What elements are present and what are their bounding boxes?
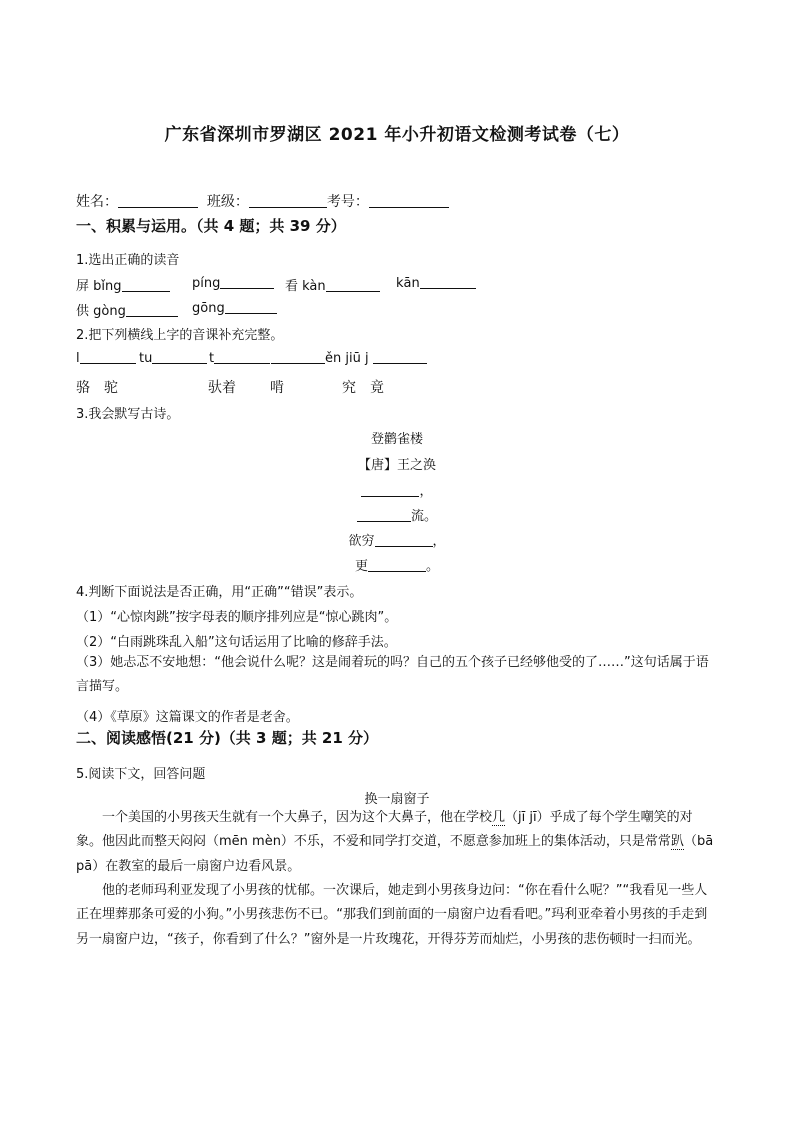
poem-line-3 bbox=[0, 530, 794, 549]
exam-number-label: 考号： bbox=[326, 194, 369, 210]
story-paragraph-2: 他的老师玛利亚发现了小男孩的忧郁。一次课后，她走到小男孩身边问：“你在看什么呢？”“我看见一些人正在埋葬那条可爱的小狗。”小男孩悲伤不已。“那我们到前面的一扇窗户边看看吧。”玛利亚牵着小男孩的手走到另一扇窗户边，“孩子，你看到了什么？”窗外是一片玫瑰花，开得芬芳而灿烂，小男孩的悲伤顿时一扫而光。 bbox=[76, 883, 708, 947]
paragraph-text: （bā pā）在教室的最后一扇窗户边看风景。 bbox=[76, 834, 714, 874]
poem-text: 更 bbox=[354, 559, 368, 574]
answer-blank[interactable] bbox=[214, 350, 270, 364]
q4-item-4: （4）《草原》这篇课文的作者是老舍。 bbox=[76, 710, 299, 725]
poem-line-2 bbox=[0, 505, 794, 524]
q1-option: 屏 bǐng bbox=[76, 279, 122, 294]
q1-row-1-col-2 bbox=[192, 275, 274, 291]
student-info-line bbox=[76, 191, 449, 211]
q2-pinyin-d bbox=[271, 350, 427, 366]
answer-blank[interactable] bbox=[373, 350, 427, 364]
q4-item-1: （1）“心惊肉跳”按字母表的顺序排列应是“惊心跳肉”。 bbox=[76, 610, 398, 625]
poem-author: 【唐】王之涣 bbox=[357, 458, 436, 473]
poem-text: 欲穷 bbox=[348, 534, 375, 549]
q2-word-3: 啃 bbox=[270, 380, 284, 396]
question-2-prompt: 2.把下列横线上字的音课补充完整。 bbox=[76, 328, 284, 343]
question-1-prompt: 1.选出正确的读音 bbox=[76, 253, 180, 268]
class-label: 班级： bbox=[206, 194, 249, 210]
q2-pinyin-c bbox=[209, 350, 270, 366]
class-field[interactable] bbox=[249, 193, 327, 208]
marked-char: 几 bbox=[492, 810, 506, 825]
q1-row-1-col-4 bbox=[396, 275, 476, 291]
section-1-heading: 一、积累与运用。（共 4 题；共 39 分） bbox=[76, 217, 346, 235]
marked-char: 趴 bbox=[670, 834, 684, 850]
pinyin-part: ěn jiū j bbox=[325, 351, 369, 366]
q4-item-2: （2）“白雨跳珠乱入船”这句话运用了比喻的修辞手法。 bbox=[76, 635, 397, 650]
poem-line-4 bbox=[0, 555, 794, 574]
poem-title: 登鹳雀楼 bbox=[370, 432, 423, 447]
name-label: 姓名： bbox=[76, 194, 118, 210]
q2-word-2: 驮着 bbox=[208, 380, 236, 396]
paragraph-text: 一个美国的小男孩天生就有一个大鼻子，因为这个大鼻子，他在学校 bbox=[102, 810, 493, 825]
exam-number-field[interactable] bbox=[369, 193, 449, 208]
answer-blank[interactable] bbox=[271, 350, 325, 364]
q2-word-1: 骆 驼 bbox=[76, 380, 118, 396]
answer-blank[interactable] bbox=[122, 278, 170, 292]
answer-blank[interactable] bbox=[225, 300, 277, 314]
q1-option: kān bbox=[396, 276, 420, 291]
pinyin-part: tu bbox=[139, 351, 153, 366]
story-title: 换一扇窗子 bbox=[364, 792, 430, 807]
q1-option: píng bbox=[192, 276, 221, 291]
q2-word-4: 究 竟 bbox=[342, 380, 384, 396]
q1-option: 看 kàn bbox=[285, 279, 326, 294]
q1-row-2-col-2 bbox=[192, 300, 277, 316]
answer-blank[interactable] bbox=[420, 275, 476, 289]
answer-blank[interactable] bbox=[326, 278, 380, 292]
poem-punct: ， bbox=[432, 534, 446, 549]
q1-row-2 bbox=[76, 300, 178, 319]
answer-blank[interactable] bbox=[220, 275, 274, 289]
poem-line-1 bbox=[0, 480, 794, 499]
q2-pinyin-a bbox=[76, 350, 136, 366]
story-paragraph-1 bbox=[76, 806, 718, 879]
poem-punct: ， bbox=[419, 484, 433, 499]
q4-item-3: （3）她忐忑不安地想：“他会说什么呢？这是闹着玩的吗？自己的五个孩子已经够他受的了……”这句话属于语言描写。 bbox=[76, 655, 709, 694]
answer-blank[interactable] bbox=[126, 303, 178, 317]
answer-blank[interactable] bbox=[361, 483, 419, 497]
answer-blank[interactable] bbox=[375, 533, 433, 547]
poem-punct: 。 bbox=[426, 559, 440, 574]
section-2-heading: 二、阅读感悟(21 分)（共 3 题；共 21 分） bbox=[76, 729, 379, 747]
q1-option: 供 gòng bbox=[76, 304, 126, 319]
q2-pinyin-b bbox=[139, 350, 207, 366]
poem-punct: 流。 bbox=[410, 509, 437, 524]
question-5-prompt: 5.阅读下文，回答问题 bbox=[76, 767, 206, 782]
q1-row-1 bbox=[76, 275, 170, 294]
answer-blank[interactable] bbox=[357, 508, 411, 522]
pinyin-part: l bbox=[76, 351, 80, 366]
page-title: 广东省深圳市罗湖区 2021 年小升初语文检测考试卷（七） bbox=[164, 125, 630, 145]
question-3-prompt: 3.我会默写古诗。 bbox=[76, 407, 180, 422]
q1-row-1-col-3 bbox=[285, 275, 380, 294]
paragraph-text: （jī jī）乎成了每个学生嘲笑的对象。他因此而整天闷闷（mēn mèn）不乐，不爱和同学打交道，不愿意参加班上的集体活动，只是常常 bbox=[76, 810, 693, 850]
answer-blank[interactable] bbox=[80, 350, 136, 364]
name-field[interactable] bbox=[118, 193, 198, 208]
answer-blank[interactable] bbox=[368, 558, 426, 572]
q1-option: gōng bbox=[192, 301, 225, 316]
question-4-prompt: 4.判断下面说法是否正确，用“正确”“错误”表示。 bbox=[76, 585, 363, 600]
answer-blank[interactable] bbox=[152, 350, 207, 364]
pinyin-part: t bbox=[209, 351, 215, 366]
